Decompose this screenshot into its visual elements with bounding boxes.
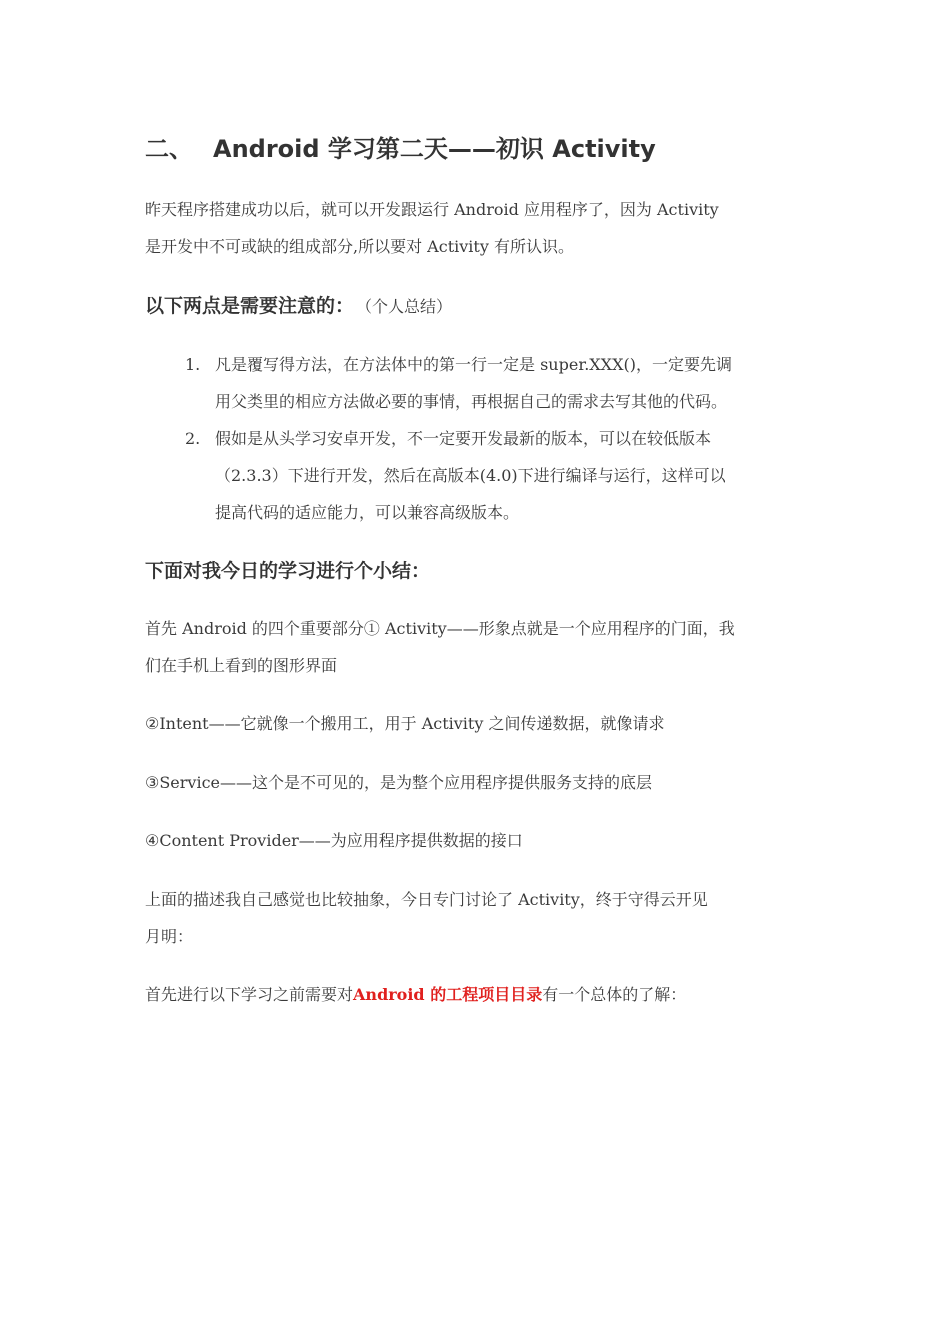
summary-paragraph-5 xyxy=(145,881,708,955)
list-item-marker: 2. xyxy=(185,429,201,448)
summary-paragraph-2: ②Intent——它就像一个搬用工，用于 Activity 之间传递数据，就像请求 xyxy=(145,714,665,733)
list-item-line: 凡是覆写得方法，在方法体中的第一行一定是 super.XXX()，一定要先调 xyxy=(215,355,732,374)
intro-line-2: 是开发中不可或缺的组成部分,所以要对 Activity 有所认识。 xyxy=(145,237,574,256)
summary-paragraph-4: ④Content Provider——为应用程序提供数据的接口 xyxy=(145,831,523,850)
notes-heading xyxy=(145,291,452,322)
project-directory-highlight: Android 的工程项目目录 xyxy=(353,985,543,1004)
summary-paragraph-1 xyxy=(145,610,735,684)
list-item-line: 提高代码的适应能力，可以兼容高级版本。 xyxy=(215,503,520,522)
notes-heading-aside: （个人总结） xyxy=(364,297,453,316)
list-item-line: （2.3.3）下进行开发，然后在高版本(4.0)下进行编译与运行，这样可以 xyxy=(215,466,726,485)
intro-paragraph xyxy=(145,191,719,265)
summary-heading: 下面对我今日的学习进行个小结： xyxy=(145,560,431,582)
notes-list xyxy=(185,346,815,531)
list-item xyxy=(185,346,815,420)
list-item-line: 用父类里的相应方法做必要的事情，再根据自己的需求去写其他的代码。 xyxy=(215,392,728,411)
notes-heading-text: 以下两点是需要注意的： xyxy=(145,295,355,317)
summary-p6-before: 首先进行以下学习之前需要对 xyxy=(145,985,354,1004)
list-item-marker: 1. xyxy=(185,355,201,374)
summary-paragraph-3: ③Service——这个是不可见的，是为整个应用程序提供服务支持的底层 xyxy=(145,773,653,792)
section-title: Android 学习第二天——初识 Activity xyxy=(213,135,656,163)
summary-p5-line-2: 月明： xyxy=(145,927,194,946)
summary-p5-line-1: 上面的描述我自己感觉也比较抽象，今日专门讨论了 Activity，终于守得云开见 xyxy=(145,890,708,909)
summary-paragraph-6 xyxy=(145,976,686,1013)
summary-p6-after: 有一个总体的了解： xyxy=(542,985,687,1004)
list-item-line: 假如是从头学习安卓开发，不一定要开发最新的版本，可以在较低版本 xyxy=(215,429,712,448)
summary-p1-line-2: 们在手机上看到的图形界面 xyxy=(145,656,338,675)
section-heading xyxy=(145,132,656,166)
intro-line-1: 昨天程序搭建成功以后，就可以开发跟运行 Android 应用程序了，因为 Activity xyxy=(145,200,719,219)
section-number: 二、 xyxy=(145,135,193,163)
summary-p1-line-1: 首先 Android 的四个重要部分① Activity——形象点就是一个应用程序的门面，我 xyxy=(145,619,735,638)
list-item xyxy=(185,420,815,531)
